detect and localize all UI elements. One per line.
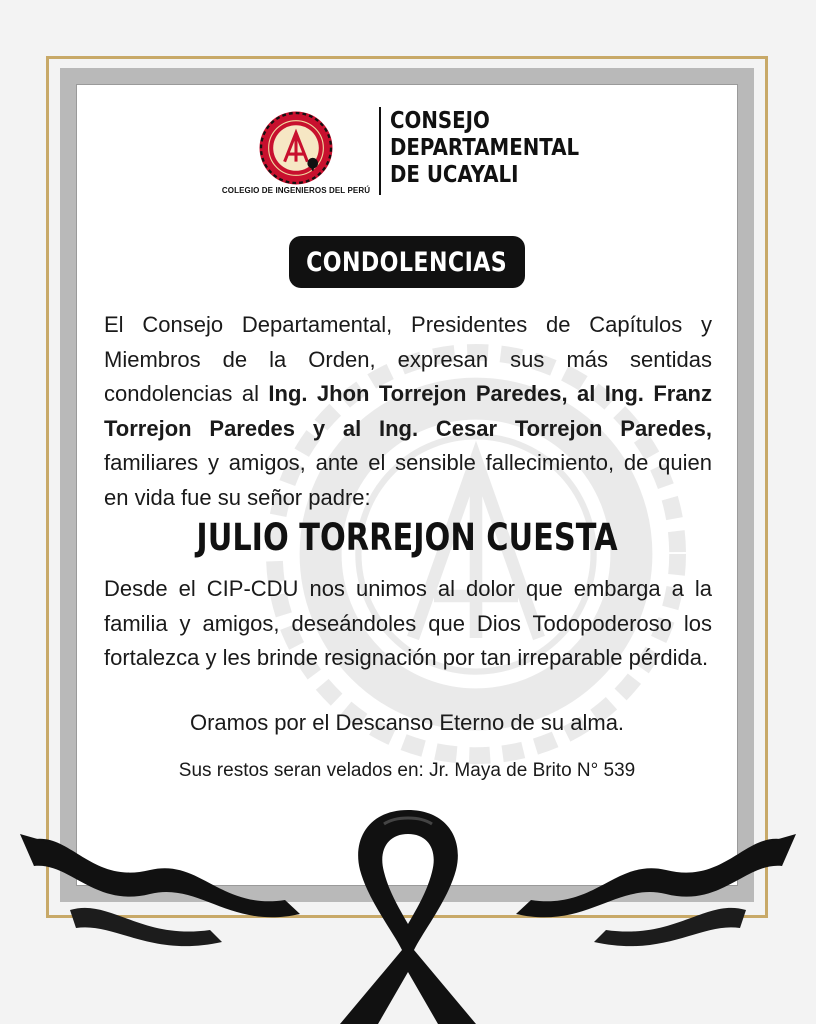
logo-caption: COLEGIO DE INGENIEROS DEL PERÚ [221,186,371,195]
header [76,104,738,204]
council-line-1: CONSEJO [390,108,490,134]
header-divider [379,107,381,195]
condolence-paragraph [104,308,712,515]
prayer-line: Oramos por el Descanso Eterno de su alma. [189,710,625,735]
condolences-badge-text: CONDOLENCIAS [306,246,508,278]
logo-block [216,104,376,204]
paragraph-outro: familiares y amigos, ante el sensible fallecimiento, de quien en vida fue su señor padre: [104,450,712,510]
venue-line: Sus restos seran velados en: Jr. Maya de Brito N° 539 [178,760,636,781]
condolences-badge [289,236,525,288]
council-title [390,108,596,189]
cip-emblem-icon [258,110,334,186]
council-line-2: DEPARTAMENTAL [390,135,580,161]
bereaved-names: Ing. Jhon Torrejon Paredes, al Ing. Franz Torrejon Paredes y al Ing. Cesar Torrejon Paredes, [104,381,712,441]
mourning-ribbon-icon [0,790,816,1024]
condolence-card [76,84,738,886]
paragraph-intro: El Consejo Departamental, Presidentes de Capítulos y Miembros de la Orden, expresan sus más sentidas condolencias al [104,312,712,406]
council-line-3: DE UCAYALI [390,162,519,188]
sympathy-paragraph: Desde el CIP-CDU nos unimos al dolor que embarga a la familia y amigos, deseándoles que Dios Todopoderoso los fortalezca y les brinde resignación por tan irreparable pérdida. [104,576,712,670]
deceased-name: JULIO TORREJON CUESTA [196,516,618,559]
